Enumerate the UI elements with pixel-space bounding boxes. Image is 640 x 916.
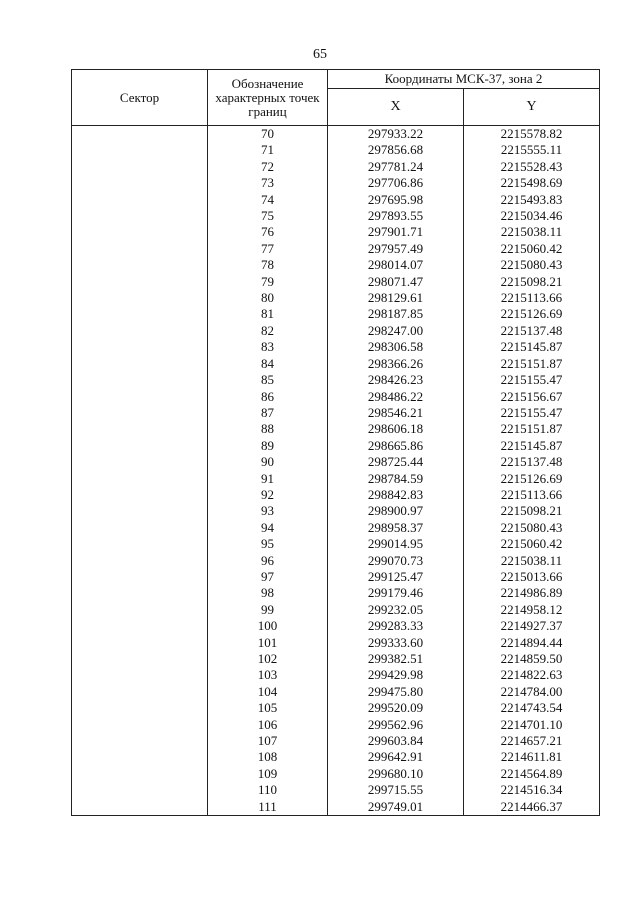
y-coordinate-cell: 2215013.66 bbox=[464, 569, 600, 585]
sector-cell bbox=[72, 438, 208, 454]
table-row bbox=[72, 389, 600, 405]
x-coordinate-cell: 298426.23 bbox=[328, 372, 464, 388]
y-coordinate-cell: 2214986.89 bbox=[464, 585, 600, 601]
y-coordinate-cell: 2215098.21 bbox=[464, 503, 600, 519]
point-number-cell: 94 bbox=[208, 520, 328, 536]
x-coordinate-cell: 299642.91 bbox=[328, 749, 464, 765]
header-coordinates: Координаты МСК-37, зона 2 bbox=[328, 70, 600, 89]
sector-cell bbox=[72, 602, 208, 618]
point-number-cell: 90 bbox=[208, 454, 328, 470]
point-number-cell: 85 bbox=[208, 372, 328, 388]
sector-cell bbox=[72, 684, 208, 700]
y-coordinate-cell: 2215126.69 bbox=[464, 471, 600, 487]
sector-cell bbox=[72, 274, 208, 290]
table-row bbox=[72, 520, 600, 536]
sector-cell bbox=[72, 717, 208, 733]
y-coordinate-cell: 2215098.21 bbox=[464, 274, 600, 290]
sector-cell bbox=[72, 372, 208, 388]
x-coordinate-cell: 299429.98 bbox=[328, 667, 464, 683]
sector-cell bbox=[72, 553, 208, 569]
header-designation: Обозначение характерных точек границ bbox=[208, 70, 328, 126]
y-coordinate-cell: 2215034.46 bbox=[464, 208, 600, 224]
table-row bbox=[72, 749, 600, 765]
x-coordinate-cell: 298725.44 bbox=[328, 454, 464, 470]
point-number-cell: 82 bbox=[208, 323, 328, 339]
y-coordinate-cell: 2214564.89 bbox=[464, 766, 600, 782]
point-number-cell: 106 bbox=[208, 717, 328, 733]
header-sector: Сектор bbox=[72, 70, 208, 126]
table-row bbox=[72, 585, 600, 601]
point-number-cell: 78 bbox=[208, 257, 328, 273]
y-coordinate-cell: 2214894.44 bbox=[464, 635, 600, 651]
y-coordinate-cell: 2215038.11 bbox=[464, 224, 600, 240]
sector-cell bbox=[72, 454, 208, 470]
sector-cell bbox=[72, 142, 208, 158]
x-coordinate-cell: 298247.00 bbox=[328, 323, 464, 339]
table-row bbox=[72, 602, 600, 618]
x-coordinate-cell: 297706.86 bbox=[328, 175, 464, 191]
point-number-cell: 109 bbox=[208, 766, 328, 782]
y-coordinate-cell: 2215038.11 bbox=[464, 553, 600, 569]
point-number-cell: 97 bbox=[208, 569, 328, 585]
x-coordinate-cell: 299070.73 bbox=[328, 553, 464, 569]
sector-cell bbox=[72, 208, 208, 224]
point-number-cell: 87 bbox=[208, 405, 328, 421]
point-number-cell: 88 bbox=[208, 421, 328, 437]
point-number-cell: 83 bbox=[208, 339, 328, 355]
x-coordinate-cell: 298366.26 bbox=[328, 356, 464, 372]
y-coordinate-cell: 2215493.83 bbox=[464, 192, 600, 208]
y-coordinate-cell: 2214516.34 bbox=[464, 782, 600, 798]
x-coordinate-cell: 297695.98 bbox=[328, 192, 464, 208]
point-number-cell: 103 bbox=[208, 667, 328, 683]
table-row bbox=[72, 142, 600, 158]
table-row bbox=[72, 224, 600, 240]
y-coordinate-cell: 2215528.43 bbox=[464, 159, 600, 175]
sector-cell bbox=[72, 405, 208, 421]
table-row bbox=[72, 454, 600, 470]
point-number-cell: 101 bbox=[208, 635, 328, 651]
point-number-cell: 111 bbox=[208, 799, 328, 816]
x-coordinate-cell: 299680.10 bbox=[328, 766, 464, 782]
sector-cell bbox=[72, 175, 208, 191]
point-number-cell: 93 bbox=[208, 503, 328, 519]
point-number-cell: 110 bbox=[208, 782, 328, 798]
x-coordinate-cell: 299333.60 bbox=[328, 635, 464, 651]
sector-cell bbox=[72, 192, 208, 208]
table-row bbox=[72, 487, 600, 503]
page-number: 65 bbox=[313, 47, 327, 62]
point-number-cell: 104 bbox=[208, 684, 328, 700]
y-coordinate-cell: 2215155.47 bbox=[464, 372, 600, 388]
table-row bbox=[72, 175, 600, 191]
table-row bbox=[72, 503, 600, 519]
x-coordinate-cell: 297856.68 bbox=[328, 142, 464, 158]
coordinates-table bbox=[71, 69, 600, 816]
sector-cell bbox=[72, 224, 208, 240]
y-coordinate-cell: 2214958.12 bbox=[464, 602, 600, 618]
sector-cell bbox=[72, 323, 208, 339]
x-coordinate-cell: 298306.58 bbox=[328, 339, 464, 355]
x-coordinate-cell: 298958.37 bbox=[328, 520, 464, 536]
y-coordinate-cell: 2215145.87 bbox=[464, 339, 600, 355]
point-number-cell: 98 bbox=[208, 585, 328, 601]
header-x: X bbox=[328, 89, 464, 126]
table-row bbox=[72, 290, 600, 306]
sector-cell bbox=[72, 389, 208, 405]
point-number-cell: 95 bbox=[208, 536, 328, 552]
table-row bbox=[72, 356, 600, 372]
sector-cell bbox=[72, 749, 208, 765]
table-row bbox=[72, 782, 600, 798]
y-coordinate-cell: 2215126.69 bbox=[464, 306, 600, 322]
x-coordinate-cell: 299283.33 bbox=[328, 618, 464, 634]
table-row bbox=[72, 618, 600, 634]
y-coordinate-cell: 2215137.48 bbox=[464, 454, 600, 470]
y-coordinate-cell: 2215080.43 bbox=[464, 520, 600, 536]
point-number-cell: 99 bbox=[208, 602, 328, 618]
table-row bbox=[72, 339, 600, 355]
table-row bbox=[72, 257, 600, 273]
x-coordinate-cell: 297933.22 bbox=[328, 126, 464, 143]
point-number-cell: 89 bbox=[208, 438, 328, 454]
table-row bbox=[72, 684, 600, 700]
table-row bbox=[72, 651, 600, 667]
x-coordinate-cell: 299475.80 bbox=[328, 684, 464, 700]
sector-cell bbox=[72, 421, 208, 437]
sector-cell bbox=[72, 700, 208, 716]
y-coordinate-cell: 2214611.81 bbox=[464, 749, 600, 765]
table-row bbox=[72, 471, 600, 487]
y-coordinate-cell: 2215156.67 bbox=[464, 389, 600, 405]
sector-cell bbox=[72, 799, 208, 816]
point-number-cell: 86 bbox=[208, 389, 328, 405]
sector-cell bbox=[72, 520, 208, 536]
x-coordinate-cell: 299520.09 bbox=[328, 700, 464, 716]
point-number-cell: 75 bbox=[208, 208, 328, 224]
y-coordinate-cell: 2214466.37 bbox=[464, 799, 600, 816]
point-number-cell: 91 bbox=[208, 471, 328, 487]
y-coordinate-cell: 2214822.63 bbox=[464, 667, 600, 683]
y-coordinate-cell: 2214701.10 bbox=[464, 717, 600, 733]
point-number-cell: 105 bbox=[208, 700, 328, 716]
sector-cell bbox=[72, 503, 208, 519]
x-coordinate-cell: 298784.59 bbox=[328, 471, 464, 487]
x-coordinate-cell: 299014.95 bbox=[328, 536, 464, 552]
table-row bbox=[72, 241, 600, 257]
sector-cell bbox=[72, 733, 208, 749]
x-coordinate-cell: 297957.49 bbox=[328, 241, 464, 257]
y-coordinate-cell: 2215151.87 bbox=[464, 356, 600, 372]
sector-cell bbox=[72, 766, 208, 782]
x-coordinate-cell: 298606.18 bbox=[328, 421, 464, 437]
sector-cell bbox=[72, 126, 208, 143]
x-coordinate-cell: 298900.97 bbox=[328, 503, 464, 519]
point-number-cell: 100 bbox=[208, 618, 328, 634]
sector-cell bbox=[72, 471, 208, 487]
x-coordinate-cell: 298014.07 bbox=[328, 257, 464, 273]
table-row bbox=[72, 372, 600, 388]
point-number-cell: 72 bbox=[208, 159, 328, 175]
sector-cell bbox=[72, 241, 208, 257]
sector-cell bbox=[72, 536, 208, 552]
table-row bbox=[72, 700, 600, 716]
x-coordinate-cell: 299562.96 bbox=[328, 717, 464, 733]
point-number-cell: 70 bbox=[208, 126, 328, 143]
y-coordinate-cell: 2215060.42 bbox=[464, 241, 600, 257]
x-coordinate-cell: 299232.05 bbox=[328, 602, 464, 618]
y-coordinate-cell: 2215151.87 bbox=[464, 421, 600, 437]
y-coordinate-cell: 2215578.82 bbox=[464, 126, 600, 143]
table-row bbox=[72, 405, 600, 421]
x-coordinate-cell: 297781.24 bbox=[328, 159, 464, 175]
sector-cell bbox=[72, 339, 208, 355]
point-number-cell: 71 bbox=[208, 142, 328, 158]
point-number-cell: 84 bbox=[208, 356, 328, 372]
y-coordinate-cell: 2215155.47 bbox=[464, 405, 600, 421]
table-row bbox=[72, 667, 600, 683]
point-number-cell: 108 bbox=[208, 749, 328, 765]
table-row bbox=[72, 717, 600, 733]
y-coordinate-cell: 2215060.42 bbox=[464, 536, 600, 552]
y-coordinate-cell: 2215498.69 bbox=[464, 175, 600, 191]
table-row bbox=[72, 208, 600, 224]
sector-cell bbox=[72, 159, 208, 175]
point-number-cell: 96 bbox=[208, 553, 328, 569]
table-row bbox=[72, 421, 600, 437]
point-number-cell: 81 bbox=[208, 306, 328, 322]
sector-cell bbox=[72, 618, 208, 634]
sector-cell bbox=[72, 569, 208, 585]
point-number-cell: 107 bbox=[208, 733, 328, 749]
x-coordinate-cell: 298486.22 bbox=[328, 389, 464, 405]
table-row bbox=[72, 306, 600, 322]
table-row bbox=[72, 126, 600, 143]
table-row bbox=[72, 192, 600, 208]
table-row bbox=[72, 733, 600, 749]
sector-cell bbox=[72, 306, 208, 322]
y-coordinate-cell: 2215113.66 bbox=[464, 290, 600, 306]
point-number-cell: 76 bbox=[208, 224, 328, 240]
y-coordinate-cell: 2215137.48 bbox=[464, 323, 600, 339]
x-coordinate-cell: 298129.61 bbox=[328, 290, 464, 306]
x-coordinate-cell: 298187.85 bbox=[328, 306, 464, 322]
x-coordinate-cell: 298665.86 bbox=[328, 438, 464, 454]
table-row bbox=[72, 635, 600, 651]
sector-cell bbox=[72, 635, 208, 651]
y-coordinate-cell: 2215113.66 bbox=[464, 487, 600, 503]
point-number-cell: 74 bbox=[208, 192, 328, 208]
table-row bbox=[72, 766, 600, 782]
sector-cell bbox=[72, 257, 208, 273]
table-row bbox=[72, 438, 600, 454]
y-coordinate-cell: 2214859.50 bbox=[464, 651, 600, 667]
point-number-cell: 92 bbox=[208, 487, 328, 503]
table-row bbox=[72, 536, 600, 552]
header-y: Y bbox=[464, 89, 600, 126]
x-coordinate-cell: 299715.55 bbox=[328, 782, 464, 798]
x-coordinate-cell: 299603.84 bbox=[328, 733, 464, 749]
table-row bbox=[72, 799, 600, 816]
sector-cell bbox=[72, 667, 208, 683]
x-coordinate-cell: 297893.55 bbox=[328, 208, 464, 224]
y-coordinate-cell: 2214927.37 bbox=[464, 618, 600, 634]
sector-cell bbox=[72, 356, 208, 372]
y-coordinate-cell: 2214743.54 bbox=[464, 700, 600, 716]
point-number-cell: 77 bbox=[208, 241, 328, 257]
point-number-cell: 79 bbox=[208, 274, 328, 290]
table-row bbox=[72, 553, 600, 569]
x-coordinate-cell: 298071.47 bbox=[328, 274, 464, 290]
sector-cell bbox=[72, 585, 208, 601]
x-coordinate-cell: 299749.01 bbox=[328, 799, 464, 816]
table-row bbox=[72, 159, 600, 175]
x-coordinate-cell: 299179.46 bbox=[328, 585, 464, 601]
sector-cell bbox=[72, 651, 208, 667]
sector-cell bbox=[72, 487, 208, 503]
y-coordinate-cell: 2214657.21 bbox=[464, 733, 600, 749]
table-row bbox=[72, 569, 600, 585]
y-coordinate-cell: 2215145.87 bbox=[464, 438, 600, 454]
table-body bbox=[72, 126, 600, 816]
x-coordinate-cell: 299125.47 bbox=[328, 569, 464, 585]
point-number-cell: 80 bbox=[208, 290, 328, 306]
x-coordinate-cell: 297901.71 bbox=[328, 224, 464, 240]
y-coordinate-cell: 2214784.00 bbox=[464, 684, 600, 700]
y-coordinate-cell: 2215080.43 bbox=[464, 257, 600, 273]
sector-cell bbox=[72, 782, 208, 798]
table-row bbox=[72, 274, 600, 290]
sector-cell bbox=[72, 290, 208, 306]
point-number-cell: 102 bbox=[208, 651, 328, 667]
x-coordinate-cell: 299382.51 bbox=[328, 651, 464, 667]
table-row bbox=[72, 323, 600, 339]
x-coordinate-cell: 298546.21 bbox=[328, 405, 464, 421]
x-coordinate-cell: 298842.83 bbox=[328, 487, 464, 503]
point-number-cell: 73 bbox=[208, 175, 328, 191]
y-coordinate-cell: 2215555.11 bbox=[464, 142, 600, 158]
